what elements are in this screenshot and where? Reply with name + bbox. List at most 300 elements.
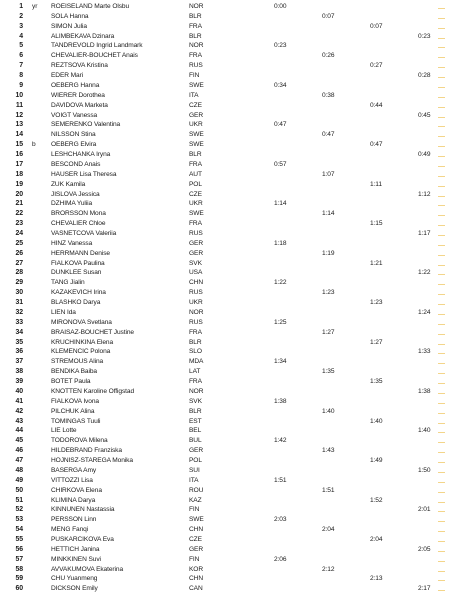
rank-number: 27 <box>15 259 23 267</box>
rank-number: 28 <box>15 269 23 277</box>
time-column-3: 0:27 <box>370 62 383 70</box>
rank-number: 6 <box>19 52 23 60</box>
nation-code: CZE <box>189 535 202 543</box>
rank-number: 13 <box>15 121 23 129</box>
rank-number: 43 <box>15 417 23 425</box>
result-row <box>0 101 451 111</box>
time-column-2: 1:51 <box>322 486 335 494</box>
row-marker-line <box>438 452 445 453</box>
nation-code: RUS <box>189 318 203 326</box>
nation-code: BLR <box>189 12 202 20</box>
result-row <box>0 574 451 584</box>
time-column-4: 2:01 <box>418 506 431 514</box>
result-row <box>0 397 451 407</box>
result-row <box>0 417 451 427</box>
athlete-name: BASERGA Amy <box>51 466 97 474</box>
result-row <box>0 71 451 81</box>
rank-number: 24 <box>15 230 23 237</box>
time-column-4: 1:33 <box>418 348 431 356</box>
status-flag: yr <box>32 3 38 10</box>
row-marker-line <box>438 136 445 137</box>
time-column-4: 1:40 <box>418 427 431 435</box>
time-column-4: 1:38 <box>418 387 431 395</box>
row-marker-line <box>438 186 445 187</box>
result-row <box>0 328 451 338</box>
time-column-2: 1:43 <box>322 447 335 455</box>
time-column-3: 2:04 <box>370 535 383 543</box>
rank-number: 7 <box>19 62 23 70</box>
row-marker-line <box>438 344 445 345</box>
row-marker-line <box>438 176 445 177</box>
time-column-2: 1:40 <box>322 407 335 415</box>
row-marker-line <box>438 47 445 48</box>
result-row <box>0 22 451 32</box>
nation-code: BUL <box>189 437 202 445</box>
athlete-name: CHEVALIER Chloe <box>51 220 106 228</box>
row-marker-line <box>438 57 445 58</box>
rank-number: 15 <box>15 141 23 149</box>
result-row <box>0 41 451 51</box>
result-row <box>0 2 451 12</box>
result-row <box>0 535 451 545</box>
result-row <box>0 278 451 288</box>
rank-number: 30 <box>15 289 23 297</box>
rank-number: 36 <box>15 348 23 356</box>
athlete-name: KINNUNEN Nastassia <box>51 506 115 514</box>
time-column-1: 0:00 <box>274 3 287 10</box>
athlete-name: OEBERG Elvira <box>51 141 97 149</box>
row-marker-line <box>438 423 445 424</box>
nation-code: CHN <box>189 526 203 534</box>
time-column-1: 0:47 <box>274 121 287 129</box>
athlete-name: VASNETCOVA Valeriia <box>51 230 117 237</box>
time-column-4: 0:23 <box>418 32 431 40</box>
rank-number: 59 <box>15 575 23 583</box>
time-column-3: 1:35 <box>370 378 383 386</box>
athlete-name: JISLOVA Jessica <box>51 190 100 198</box>
result-row <box>0 446 451 456</box>
row-marker-line <box>438 373 445 374</box>
result-row <box>0 219 451 229</box>
nation-code: GER <box>189 447 203 455</box>
nation-code: SWE <box>189 131 204 139</box>
nation-code: FRA <box>189 378 202 386</box>
rank-number: 50 <box>15 486 23 494</box>
time-column-1: 1:18 <box>274 239 287 247</box>
athlete-name: LIEN Ida <box>51 308 76 316</box>
athlete-name: WIERER Dorothea <box>51 91 105 99</box>
rank-number: 55 <box>15 535 23 543</box>
result-row <box>0 426 451 436</box>
result-row <box>0 347 451 357</box>
athlete-name: MINKKINEN Suvi <box>51 555 101 563</box>
row-marker-line <box>438 156 445 157</box>
athlete-name: FIALKOVA Ivona <box>51 397 99 405</box>
rank-number: 52 <box>15 506 23 514</box>
rank-number: 1 <box>19 3 23 10</box>
row-marker-line <box>438 482 445 483</box>
athlete-name: MENG Fanqi <box>51 526 89 534</box>
athlete-name: BENDIKA Baiba <box>51 368 97 376</box>
time-column-4: 1:12 <box>418 190 431 198</box>
time-column-3: 1:49 <box>370 457 383 465</box>
time-column-2: 1:07 <box>322 170 335 178</box>
result-row <box>0 91 451 101</box>
time-column-2: 2:12 <box>322 565 335 573</box>
athlete-name: CHEVALIER-BOUCHET Anais <box>51 52 138 60</box>
rank-number: 20 <box>15 190 23 198</box>
time-column-4: 1:50 <box>418 466 431 474</box>
time-column-2: 0:26 <box>322 52 335 60</box>
athlete-name: TOMINGAS Tuuli <box>51 417 101 425</box>
row-marker-line <box>438 205 445 206</box>
rank-number: 11 <box>15 101 23 109</box>
nation-code: RUS <box>189 289 203 297</box>
rank-number: 17 <box>15 160 23 168</box>
athlete-name: EDER Mari <box>51 72 84 80</box>
row-marker-line <box>438 314 445 315</box>
time-column-1: 1:22 <box>274 279 287 287</box>
athlete-name: MIRONOVA Svetlana <box>51 318 112 326</box>
result-row <box>0 476 451 486</box>
athlete-name: REZTSOVA Kristina <box>51 62 108 70</box>
nation-code: GER <box>189 545 203 553</box>
row-marker-line <box>438 403 445 404</box>
time-column-4: 0:28 <box>418 72 431 80</box>
rank-number: 60 <box>15 585 23 593</box>
athlete-name: NILSSON Stina <box>51 131 96 139</box>
time-column-1: 1:34 <box>274 358 287 366</box>
row-marker-line <box>438 274 445 275</box>
athlete-name: ZUK Kamila <box>51 180 86 188</box>
rank-number: 8 <box>19 72 23 80</box>
rank-number: 25 <box>15 239 23 247</box>
nation-code: SWE <box>189 210 204 218</box>
athlete-name: PUSKARCIKOVA Eva <box>51 535 114 543</box>
athlete-name: PERSSON Linn <box>51 516 97 524</box>
result-row <box>0 565 451 575</box>
result-row <box>0 377 451 387</box>
nation-code: USA <box>189 269 203 277</box>
row-marker-line <box>438 67 445 68</box>
time-column-4: 2:05 <box>418 545 431 553</box>
nation-code: FIN <box>189 506 200 514</box>
rank-number: 23 <box>15 220 23 228</box>
row-marker-line <box>438 492 445 493</box>
row-marker-line <box>438 551 445 552</box>
result-row <box>0 298 451 308</box>
row-marker-line <box>438 284 445 285</box>
row-marker-line <box>438 235 445 236</box>
athlete-name: VITTOZZI Lisa <box>51 476 93 484</box>
nation-code: BLR <box>189 407 202 415</box>
result-row <box>0 130 451 140</box>
athlete-name: PILCHUK Alina <box>51 407 95 415</box>
rank-number: 53 <box>15 516 23 524</box>
result-row <box>0 229 451 239</box>
result-row <box>0 555 451 565</box>
nation-code: FRA <box>189 160 202 168</box>
athlete-name: TODOROVA Milena <box>51 437 108 445</box>
rank-number: 14 <box>15 131 23 139</box>
time-column-4: 2:17 <box>418 585 431 593</box>
nation-code: UKR <box>189 121 203 129</box>
row-marker-line <box>438 28 445 29</box>
athlete-name: HERRMANN Denise <box>51 249 110 257</box>
row-marker-line <box>438 265 445 266</box>
result-row <box>0 259 451 269</box>
nation-code: FIN <box>189 555 200 563</box>
rank-number: 51 <box>15 496 23 504</box>
nation-code: MDA <box>189 358 204 366</box>
time-column-3: 2:13 <box>370 575 383 583</box>
nation-code: NOR <box>189 3 204 10</box>
row-marker-line <box>438 304 445 305</box>
result-row <box>0 515 451 525</box>
rank-number: 26 <box>15 249 23 257</box>
result-row <box>0 170 451 180</box>
result-row <box>0 486 451 496</box>
athlete-name: BRORSSON Mona <box>51 210 106 218</box>
row-marker-line <box>438 255 445 256</box>
athlete-name: OEBERG Hanna <box>51 81 100 89</box>
time-column-1: 0:23 <box>274 42 287 50</box>
result-row <box>0 387 451 397</box>
rank-number: 58 <box>15 565 23 573</box>
nation-code: SWE <box>189 141 204 149</box>
nation-code: GER <box>189 239 203 247</box>
rank-number: 47 <box>15 457 23 465</box>
nation-code: UKR <box>189 299 203 307</box>
nation-code: FRA <box>189 22 202 30</box>
result-row <box>0 61 451 71</box>
athlete-name: KNOTTEN Karoline Offigstad <box>51 387 135 395</box>
row-marker-line <box>438 383 445 384</box>
result-row <box>0 140 451 150</box>
result-row <box>0 357 451 367</box>
nation-code: SVK <box>189 259 202 267</box>
time-column-1: 1:38 <box>274 397 287 405</box>
nation-code: BLR <box>189 32 202 40</box>
rank-number: 33 <box>15 318 23 326</box>
row-marker-line <box>438 38 445 39</box>
athlete-name: BLASHKO Darya <box>51 299 101 307</box>
row-marker-line <box>438 117 445 118</box>
rank-number: 34 <box>15 328 23 336</box>
result-row <box>0 160 451 170</box>
rank-number: 32 <box>15 308 23 316</box>
nation-code: POL <box>189 180 202 188</box>
athlete-name: TANG Jialin <box>51 279 85 287</box>
result-row <box>0 249 451 259</box>
rank-number: 38 <box>15 368 23 376</box>
athlete-name: STREMOUS Alina <box>51 358 104 366</box>
nation-code: CHN <box>189 575 203 583</box>
rank-number: 40 <box>15 387 23 395</box>
row-marker-line <box>438 87 445 88</box>
nation-code: FRA <box>189 220 202 228</box>
result-row <box>0 199 451 209</box>
nation-code: ITA <box>189 91 199 99</box>
result-row <box>0 150 451 160</box>
time-column-1: 1:14 <box>274 200 287 208</box>
rank-number: 57 <box>15 555 23 563</box>
nation-code: RUS <box>189 230 203 237</box>
nation-code: LAT <box>189 368 201 376</box>
row-marker-line <box>438 126 445 127</box>
row-marker-line <box>438 107 445 108</box>
athlete-name: KLIMINA Darya <box>51 496 96 504</box>
result-row <box>0 466 451 476</box>
time-column-3: 0:44 <box>370 101 383 109</box>
nation-code: POL <box>189 457 202 465</box>
athlete-name: DICKSON Emily <box>51 585 98 593</box>
nation-code: FRA <box>189 328 202 336</box>
rank-number: 39 <box>15 378 23 386</box>
time-column-1: 1:42 <box>274 437 287 445</box>
time-column-2: 0:47 <box>322 131 335 139</box>
athlete-name: HOJNISZ-STAREGA Monika <box>51 457 133 465</box>
rank-number: 54 <box>15 526 23 534</box>
row-marker-line <box>438 472 445 473</box>
row-marker-line <box>438 521 445 522</box>
row-marker-line <box>438 462 445 463</box>
rank-number: 42 <box>15 407 23 415</box>
time-column-4: 0:49 <box>418 151 431 159</box>
rank-number: 21 <box>15 200 23 208</box>
result-row <box>0 318 451 328</box>
time-column-1: 0:57 <box>274 160 287 168</box>
athlete-name: BOTET Paula <box>51 378 91 386</box>
nation-code: FIN <box>189 72 200 80</box>
row-marker-line <box>438 561 445 562</box>
time-column-3: 1:23 <box>370 299 383 307</box>
result-row <box>0 308 451 318</box>
athlete-name: DUNKLEE Susan <box>51 269 102 277</box>
row-marker-line <box>438 245 445 246</box>
rank-number: 46 <box>15 447 23 455</box>
row-marker-line <box>438 353 445 354</box>
row-marker-line <box>438 502 445 503</box>
rank-number: 31 <box>15 299 23 307</box>
result-row <box>0 180 451 190</box>
nation-code: CZE <box>189 101 202 109</box>
row-marker-line <box>438 432 445 433</box>
row-marker-line <box>438 442 445 443</box>
athlete-name: AVVAKUMOVA Ekaterina <box>51 565 124 573</box>
athlete-name: DAVIDOVA Marketa <box>51 101 108 109</box>
time-column-3: 1:15 <box>370 220 383 228</box>
rank-number: 16 <box>15 151 23 159</box>
nation-code: BLR <box>189 338 202 346</box>
nation-code: NOR <box>189 308 204 316</box>
athlete-name: ALIMBEKAVA Dzinara <box>51 32 115 40</box>
row-marker-line <box>438 18 445 19</box>
rank-number: 56 <box>15 545 23 553</box>
time-column-2: 1:14 <box>322 210 335 218</box>
athlete-name: DZHIMA Yuliia <box>51 200 93 208</box>
rank-number: 19 <box>15 180 23 188</box>
nation-code: BLR <box>189 151 202 159</box>
result-row <box>0 367 451 377</box>
row-marker-line <box>438 294 445 295</box>
row-marker-line <box>438 590 445 591</box>
athlete-name: KAZAKEVICH Irina <box>51 289 106 297</box>
rank-number: 29 <box>15 279 23 287</box>
result-row <box>0 32 451 42</box>
time-column-2: 0:38 <box>322 91 335 99</box>
rank-number: 22 <box>15 210 23 218</box>
row-marker-line <box>438 531 445 532</box>
time-column-3: 0:07 <box>370 22 383 30</box>
time-column-2: 0:07 <box>322 12 335 20</box>
rank-number: 35 <box>15 338 23 346</box>
time-column-1: 0:34 <box>274 81 287 89</box>
result-row <box>0 505 451 515</box>
result-row <box>0 209 451 219</box>
nation-code: SWE <box>189 81 204 89</box>
athlete-name: FIALKOVA Paulina <box>51 259 105 267</box>
result-row <box>0 120 451 130</box>
row-marker-line <box>438 166 445 167</box>
athlete-name: CHIRKOVA Elena <box>51 486 102 494</box>
time-column-2: 1:27 <box>322 328 335 336</box>
time-column-2: 1:23 <box>322 289 335 297</box>
athlete-name: BESCOND Anais <box>51 160 101 168</box>
athlete-name: KLEMENCIC Polona <box>51 348 111 356</box>
result-row <box>0 12 451 22</box>
rank-number: 44 <box>15 427 23 435</box>
nation-code: AUT <box>189 170 202 178</box>
result-row <box>0 584 451 594</box>
time-column-3: 1:11 <box>370 180 382 188</box>
nation-code: NOR <box>189 42 204 50</box>
row-marker-line <box>438 324 445 325</box>
athlete-name: TANDREVOLD Ingrid Landmark <box>51 42 143 50</box>
time-column-2: 1:35 <box>322 368 335 376</box>
athlete-name: HETTICH Janina <box>51 545 100 553</box>
nation-code: UKR <box>189 200 203 208</box>
athlete-name: SOLA Hanna <box>51 12 89 20</box>
result-row <box>0 436 451 446</box>
rank-number: 49 <box>15 476 23 484</box>
nation-code: GER <box>189 249 203 257</box>
nation-code: SLO <box>189 348 202 356</box>
athlete-name: ROEISELAND Marte Olsbu <box>51 3 130 10</box>
rank-number: 9 <box>19 81 23 89</box>
nation-code: RUS <box>189 62 203 70</box>
result-row <box>0 51 451 61</box>
result-row <box>0 190 451 200</box>
nation-code: NOR <box>189 387 204 395</box>
time-column-2: 1:19 <box>322 249 335 257</box>
result-row <box>0 456 451 466</box>
athlete-name: LESHCHANKA Iryna <box>51 151 111 159</box>
time-column-1: 2:06 <box>274 555 287 563</box>
result-row <box>0 525 451 535</box>
row-marker-line <box>438 413 445 414</box>
athlete-name: BRAISAZ-BOUCHET Justine <box>51 328 134 336</box>
nation-code: SVK <box>189 397 202 405</box>
rank-number: 45 <box>15 437 23 445</box>
time-column-4: 1:22 <box>418 269 431 277</box>
row-marker-line <box>438 215 445 216</box>
status-flag: b <box>32 141 36 149</box>
row-marker-line <box>438 225 445 226</box>
rank-number: 10 <box>15 91 23 99</box>
row-marker-line <box>438 393 445 394</box>
rank-number: 3 <box>19 22 23 30</box>
